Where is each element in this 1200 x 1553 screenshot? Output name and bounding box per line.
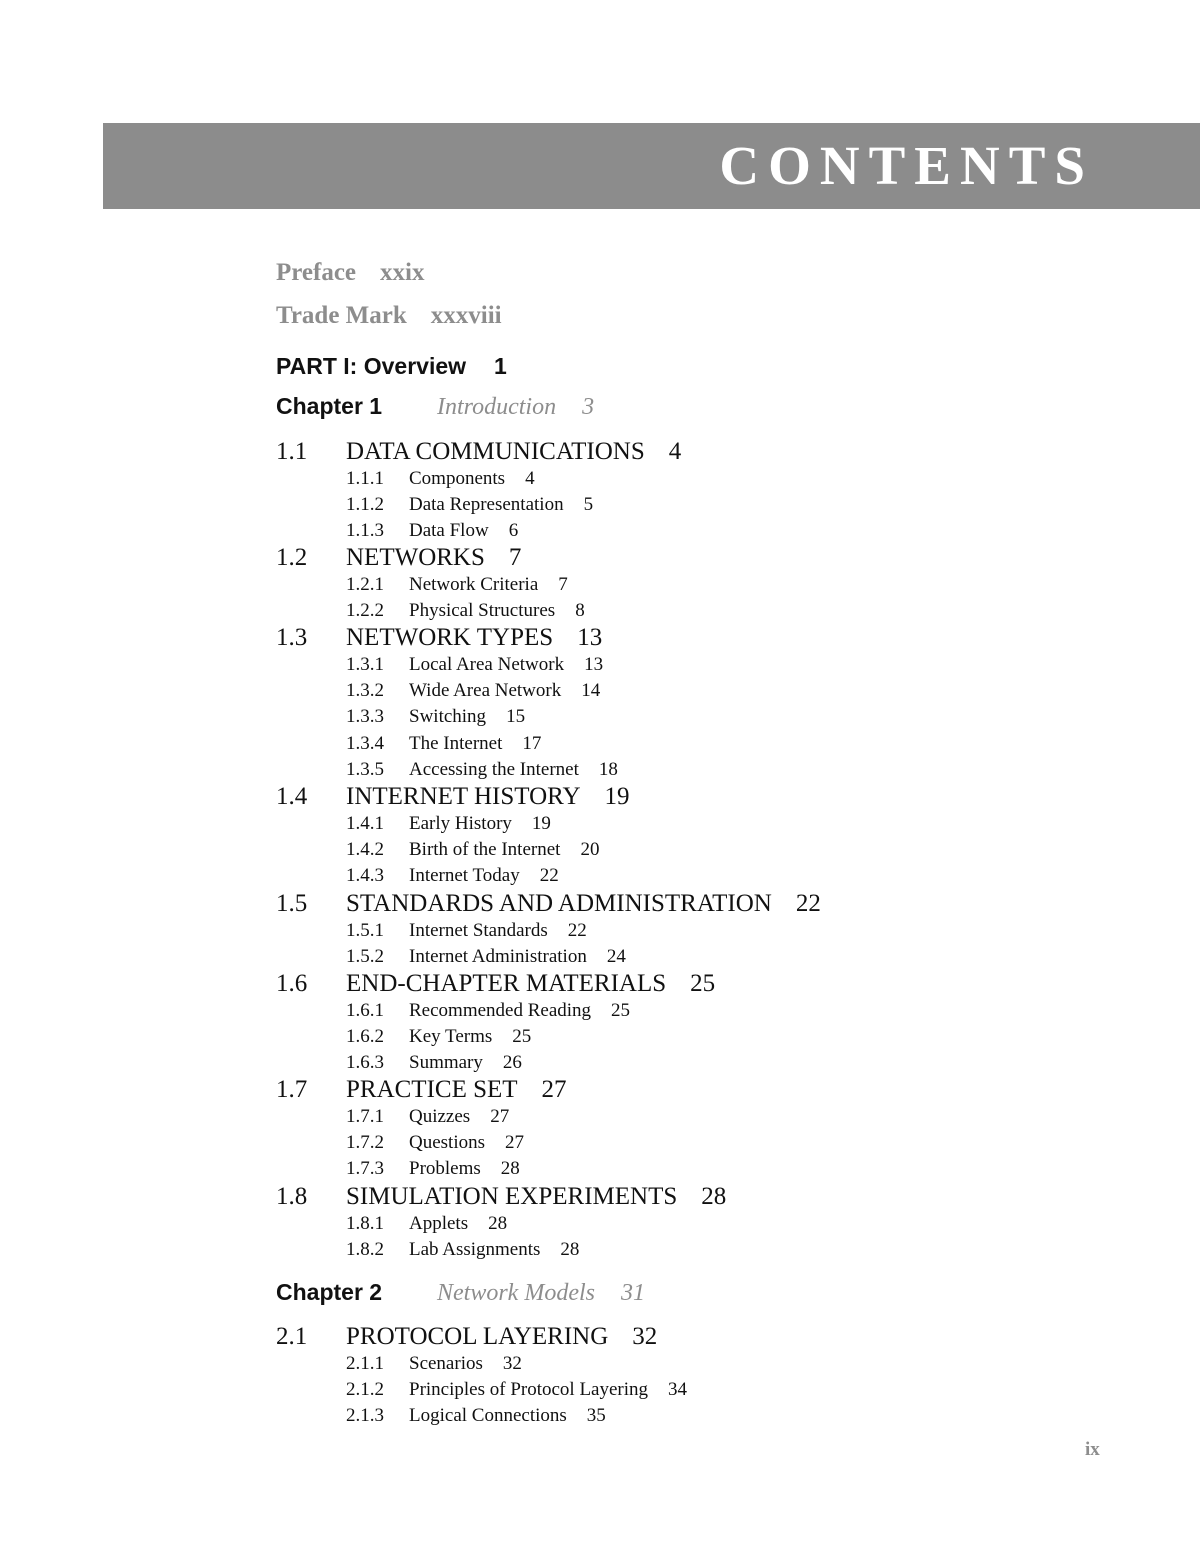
section-number: 2.1 — [276, 1323, 308, 1350]
subsection-page: 5 — [583, 494, 594, 515]
subsection-title: Components — [409, 468, 506, 489]
toc-subsection-entry[interactable] — [346, 680, 600, 702]
entry-page: xxix — [380, 259, 425, 286]
subsection-title: Internet Standards — [409, 920, 548, 941]
chapter-title-group — [437, 1280, 645, 1306]
subsection-page: 25 — [611, 1000, 631, 1021]
subsection-page: 34 — [668, 1379, 688, 1400]
subsection-title: Early History — [409, 813, 512, 834]
toc-subsection-entry[interactable] — [346, 1106, 509, 1128]
section-page: 7 — [508, 544, 522, 571]
toc-subsection-entry[interactable] — [346, 468, 535, 490]
entry-title: Preface — [276, 259, 357, 286]
chapter-title-group — [437, 394, 594, 420]
toc-front-matter-entry[interactable] — [276, 259, 424, 287]
section-number: 1.1 — [276, 438, 308, 465]
subsection-title: Summary — [409, 1052, 483, 1073]
subsection-number: 1.4.1 — [346, 813, 384, 834]
section-number: 1.6 — [276, 970, 308, 997]
subsection-number: 2.1.2 — [346, 1379, 384, 1400]
toc-subsection-entry[interactable] — [346, 1379, 687, 1401]
subsection-title: Scenarios — [409, 1353, 483, 1374]
chapter-title: Network Models — [437, 1280, 595, 1306]
page-number: ix — [1085, 1439, 1100, 1460]
toc-section-entry[interactable] — [276, 624, 602, 652]
section-number: 1.2 — [276, 544, 308, 571]
section-title: END-CHAPTER MATERIALS — [346, 970, 667, 997]
section-number: 1.7 — [276, 1076, 308, 1103]
toc-subsection-entry[interactable] — [346, 1405, 606, 1427]
subsection-number: 1.2.1 — [346, 574, 384, 595]
subsection-page: 24 — [606, 946, 626, 967]
subsection-page: 26 — [502, 1052, 522, 1073]
subsection-title: Network Criteria — [409, 574, 539, 595]
subsection-title: Physical Structures — [409, 600, 556, 621]
subsection-page: 17 — [522, 733, 542, 754]
toc-subsection-entry[interactable] — [346, 759, 618, 781]
toc-subsection-entry[interactable] — [346, 920, 587, 942]
section-title: SIMULATION EXPERIMENTS — [346, 1183, 678, 1210]
toc-section-entry[interactable] — [276, 1323, 657, 1351]
entry-title: Trade Mark — [276, 302, 407, 329]
subsection-page: 19 — [531, 813, 551, 834]
toc-subsection-entry[interactable] — [346, 733, 541, 755]
toc-subsection-entry[interactable] — [346, 813, 551, 835]
subsection-title: Quizzes — [409, 1106, 471, 1127]
section-page: 27 — [541, 1076, 567, 1103]
subsection-page: 20 — [580, 839, 600, 860]
toc-subsection-entry[interactable] — [346, 839, 599, 861]
section-number: 1.8 — [276, 1183, 308, 1210]
toc-subsection-entry[interactable] — [346, 1353, 522, 1375]
subsection-number: 1.1.2 — [346, 494, 384, 515]
toc-chapter-entry[interactable] — [276, 1279, 645, 1307]
subsection-title: Internet Today — [409, 865, 520, 886]
subsection-title: Applets — [409, 1213, 469, 1234]
subsection-number: 1.5.1 — [346, 920, 384, 941]
subsection-page: 22 — [567, 920, 587, 941]
subsection-number: 2.1.3 — [346, 1405, 384, 1426]
subsection-number: 1.1.1 — [346, 468, 384, 489]
subsection-number: 1.6.3 — [346, 1052, 384, 1073]
section-title: PRACTICE SET — [346, 1076, 518, 1103]
subsection-title: The Internet — [409, 733, 503, 754]
subsection-title: Local Area Network — [409, 654, 565, 675]
section-page: 22 — [795, 890, 821, 917]
toc-subsection-entry[interactable] — [346, 1213, 507, 1235]
subsection-number: 2.1.1 — [346, 1353, 384, 1374]
section-title: NETWORKS — [346, 544, 485, 571]
chapter-label: Chapter 2 — [276, 1279, 383, 1305]
subsection-title: Logical Connections — [409, 1405, 567, 1426]
contents-banner — [103, 123, 1200, 209]
subsection-page: 27 — [505, 1132, 524, 1153]
subsection-number: 1.8.1 — [346, 1213, 384, 1234]
toc-subsection-entry[interactable] — [346, 865, 559, 887]
subsection-page: 28 — [560, 1239, 580, 1260]
subsection-page: 32 — [502, 1353, 522, 1374]
toc-subsection-entry[interactable] — [346, 1052, 522, 1074]
toc-section-entry[interactable] — [276, 1076, 567, 1104]
section-number: 1.4 — [276, 783, 308, 810]
subsection-page: 28 — [500, 1158, 520, 1179]
subsection-number: 1.3.1 — [346, 654, 384, 675]
chapter-page: 31 — [620, 1280, 645, 1306]
subsection-title: Switching — [409, 706, 487, 727]
subsection-title: Recommended Reading — [409, 1000, 592, 1021]
subsection-number: 1.7.2 — [346, 1132, 384, 1153]
subsection-number: 1.1.3 — [346, 520, 384, 541]
subsection-title: Accessing the Internet — [409, 759, 579, 780]
chapter-title: Introduction — [437, 394, 557, 420]
section-title: PROTOCOL LAYERING — [346, 1323, 609, 1350]
subsection-title: Birth of the Internet — [409, 839, 561, 860]
toc-section-entry[interactable] — [276, 438, 681, 466]
toc-subsection-entry[interactable] — [346, 946, 626, 968]
toc-subsection-entry[interactable] — [346, 520, 518, 542]
section-number: 1.5 — [276, 890, 308, 917]
subsection-number: 1.2.2 — [346, 600, 384, 621]
subsection-page: 15 — [506, 706, 526, 727]
section-page: 4 — [668, 438, 682, 465]
subsection-page: 28 — [488, 1213, 508, 1234]
subsection-number: 1.3.5 — [346, 759, 384, 780]
section-title: STANDARDS AND ADMINISTRATION — [346, 890, 772, 917]
toc-section-entry[interactable] — [276, 1183, 726, 1211]
subsection-title: Lab Assignments — [409, 1239, 541, 1260]
toc-subsection-entry[interactable] — [346, 706, 525, 728]
subsection-number: 1.7.1 — [346, 1106, 384, 1127]
subsection-page: 27 — [490, 1106, 510, 1127]
subsection-number: 1.3.3 — [346, 706, 384, 727]
subsection-number: 1.6.2 — [346, 1026, 384, 1047]
toc-chapter-entry[interactable] — [276, 393, 594, 421]
toc-subsection-entry[interactable] — [346, 1132, 524, 1154]
subsection-page: 8 — [575, 600, 585, 621]
toc-subsection-entry[interactable] — [346, 574, 568, 596]
toc-subsection-entry[interactable] — [346, 1158, 520, 1180]
subsection-number: 1.4.3 — [346, 865, 384, 886]
subsection-title: Wide Area Network — [409, 680, 562, 701]
section-page: 19 — [604, 783, 630, 810]
subsection-page: 35 — [586, 1405, 606, 1426]
subsection-title: Questions — [409, 1132, 485, 1153]
subsection-page: 6 — [508, 520, 519, 541]
toc-section-entry[interactable] — [276, 890, 821, 918]
subsection-number: 1.8.2 — [346, 1239, 384, 1260]
section-title: INTERNET HISTORY — [346, 783, 581, 810]
chapter-page: 3 — [582, 394, 595, 420]
toc-part-entry[interactable] — [276, 353, 507, 380]
subsection-page: 25 — [512, 1026, 532, 1047]
toc-subsection-entry[interactable] — [346, 600, 585, 622]
entry-page: xxxviii — [430, 302, 502, 329]
toc-section-entry[interactable] — [276, 544, 521, 572]
subsection-page: 22 — [539, 865, 559, 886]
toc-subsection-entry[interactable] — [346, 494, 593, 516]
subsection-page: 7 — [558, 574, 568, 595]
toc-subsection-entry[interactable] — [346, 1239, 579, 1261]
section-title: DATA COMMUNICATIONS — [346, 438, 645, 465]
section-page: 28 — [701, 1183, 727, 1210]
subsection-page: 18 — [598, 759, 618, 780]
subsection-title: Principles of Protocol Layering — [409, 1379, 649, 1400]
toc-subsection-entry[interactable] — [346, 1026, 531, 1048]
subsection-title: Data Flow — [409, 520, 489, 541]
subsection-number: 1.6.1 — [346, 1000, 384, 1021]
toc-subsection-entry[interactable] — [346, 654, 603, 676]
section-page: 25 — [690, 970, 716, 997]
toc-subsection-entry[interactable] — [346, 1000, 630, 1022]
subsection-number: 1.5.2 — [346, 946, 384, 967]
toc-front-matter-entry[interactable] — [276, 302, 502, 330]
subsection-title: Data Representation — [409, 494, 564, 515]
part-page: 1 — [494, 353, 507, 379]
subsection-page: 4 — [525, 468, 535, 489]
subsection-number: 1.4.2 — [346, 839, 384, 860]
toc-section-entry[interactable] — [276, 783, 630, 811]
subsection-number: 1.3.4 — [346, 733, 384, 754]
subsection-title: Problems — [409, 1158, 481, 1179]
subsection-page: 14 — [581, 680, 601, 701]
toc-section-entry[interactable] — [276, 970, 715, 998]
subsection-number: 1.7.3 — [346, 1158, 384, 1179]
subsection-number: 1.3.2 — [346, 680, 384, 701]
subsection-title: Internet Administration — [409, 946, 587, 967]
chapter-label: Chapter 1 — [276, 393, 383, 419]
section-number: 1.3 — [276, 624, 308, 651]
section-title: NETWORK TYPES — [346, 624, 554, 651]
subsection-title: Key Terms — [409, 1026, 493, 1047]
subsection-page: 13 — [584, 654, 604, 675]
page-title: CONTENTS — [719, 135, 1094, 196]
section-page: 32 — [632, 1323, 658, 1350]
part-label: PART I: Overview — [276, 353, 467, 379]
section-page: 13 — [577, 624, 603, 651]
